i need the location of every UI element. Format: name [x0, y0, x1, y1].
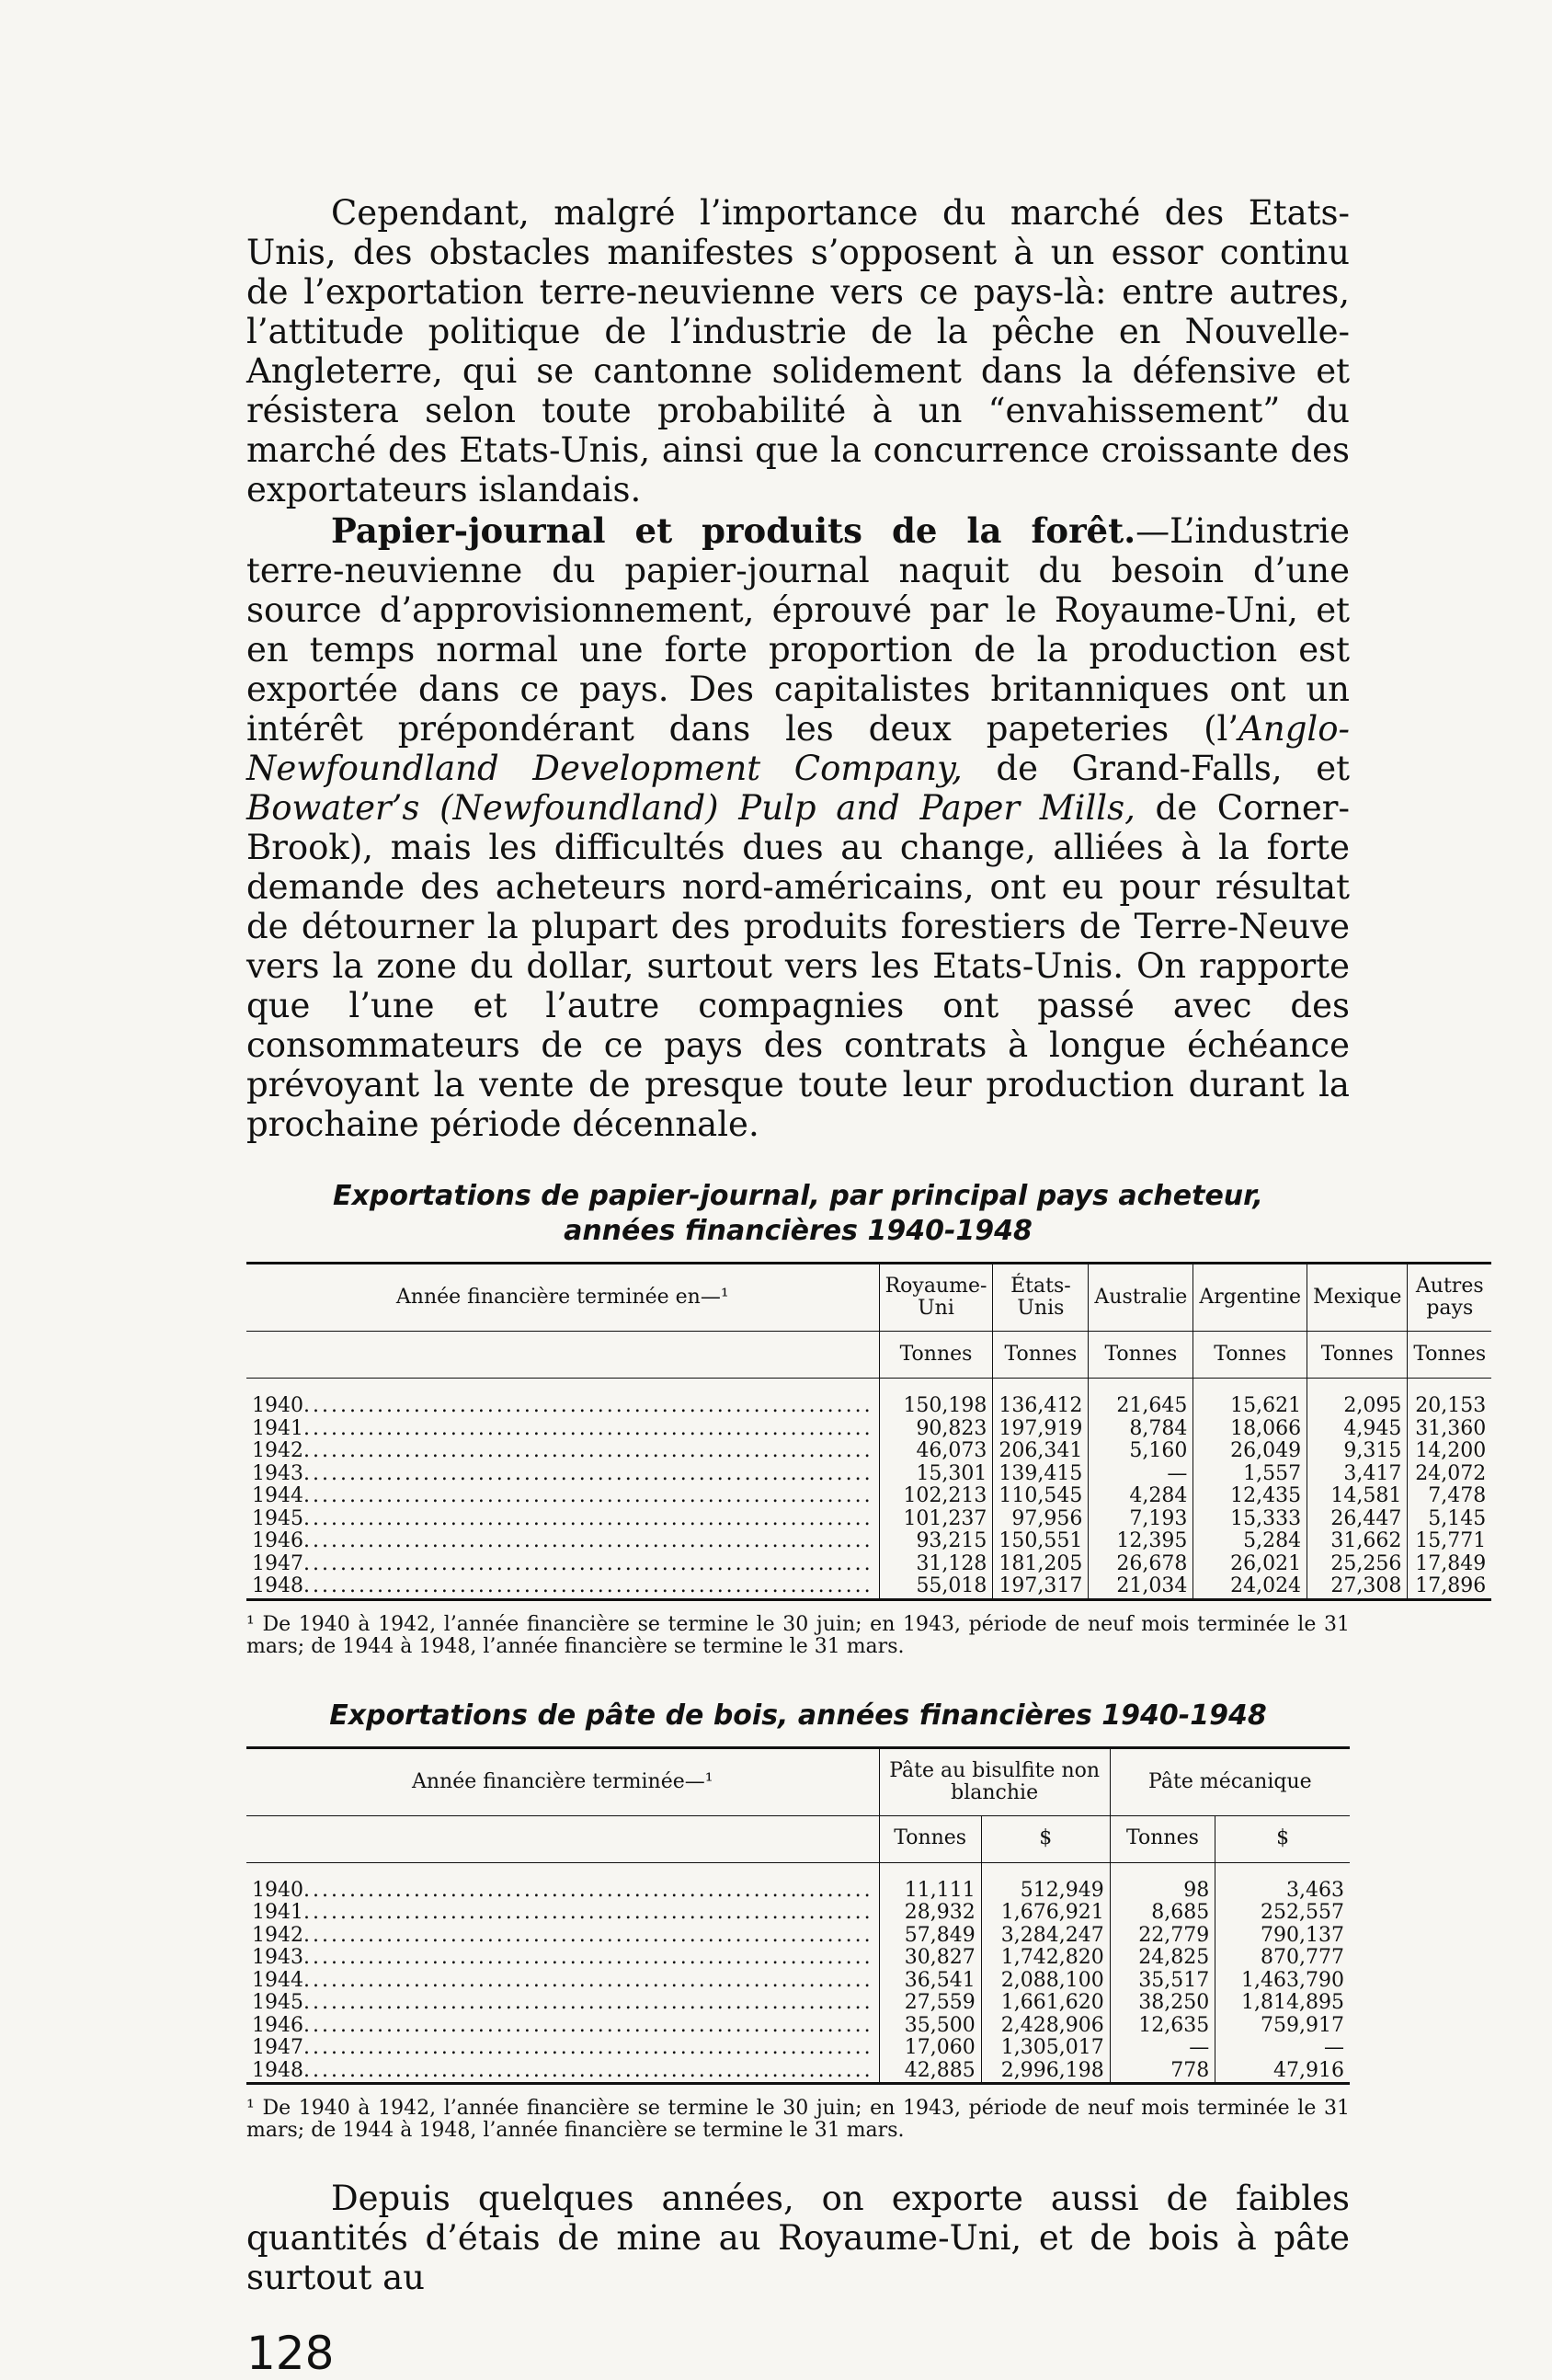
value-cell: 4,284: [1089, 1485, 1193, 1508]
value-cell: 18,066: [1193, 1418, 1307, 1441]
document-page: [246, 193, 1487, 2380]
year-cell: 1944..............................................................: [252, 1485, 873, 1507]
value-cell: 38,250: [1110, 1992, 1215, 2015]
table-row: [246, 1440, 1491, 1463]
value-cell: 26,447: [1307, 1508, 1408, 1531]
year-label: 1945: [252, 1992, 303, 2014]
value-cell: 1,463,790: [1215, 1970, 1350, 1993]
newsprint-exports-table: [246, 1262, 1491, 1601]
unit-label: Tonnes: [1110, 1815, 1215, 1862]
table-1-header: États-Unis: [993, 1264, 1089, 1332]
value-cell: 181,205: [993, 1553, 1089, 1576]
value-cell: 15,333: [1193, 1508, 1307, 1531]
value-cell: 35,517: [1110, 1970, 1215, 1993]
table-2-header-group: Pâte au bisulfite non blanchie: [879, 1747, 1110, 1815]
table-1-caption: [246, 1179, 1350, 1249]
section-heading: Papier-journal et produits de la forêt.: [331, 510, 1136, 551]
year-cell: 1947..............................................................: [252, 2037, 873, 2059]
value-cell: 2,428,906: [981, 2015, 1110, 2038]
value-cell: 20,153: [1408, 1395, 1491, 1418]
value-cell: 17,060: [879, 2037, 981, 2060]
value-cell: 26,049: [1193, 1440, 1307, 1463]
unit-label: Tonnes: [879, 1332, 993, 1379]
year-cell: 1943..............................................................: [252, 1947, 873, 1969]
value-cell: 55,018: [879, 1575, 993, 1599]
value-cell: 46,073: [879, 1440, 993, 1463]
unit-label: Tonnes: [1193, 1332, 1307, 1379]
year-label: 1944: [252, 1485, 303, 1507]
company-name-2: Bowater’s (Newfoundland) Pulp and Paper Mills,: [246, 788, 1135, 828]
value-cell: 31,128: [879, 1553, 993, 1576]
value-cell: 8,784: [1089, 1418, 1193, 1441]
year-cell: 1947..............................................................: [252, 1552, 873, 1575]
value-cell: 1,742,820: [981, 1947, 1110, 1970]
value-cell: 136,412: [993, 1395, 1089, 1418]
year-cell: 1942..............................................................: [252, 1924, 873, 1947]
unit-label: Tonnes: [879, 1815, 981, 1862]
paragraph-2-part-c: de Corner-Brook), mais les difficultés dues au change, alliées à la forte demande des acheteurs nord-américains, ont eu pour résultat de détourner la plupart des produits forestiers de Terre-Neuve vers la zone du dollar, surtout vers les Etats-Unis. On rapporte que l’une et l’autre compagnies ont passé avec des consommateurs de ce pays des contrats à longue échéance prévoyant la vente de presque toute leur production durant la prochaine période décennale.: [246, 788, 1350, 1144]
value-cell: 31,662: [1307, 1530, 1408, 1553]
table-row: [246, 1925, 1350, 1948]
table-1-caption-line-2: années financières 1940-1948: [564, 1215, 1033, 1247]
value-cell: 12,635: [1110, 2015, 1215, 2038]
value-cell: 28,932: [879, 1902, 981, 1925]
year-label: 1941: [252, 1902, 303, 1924]
year-label: 1944: [252, 1969, 303, 1992]
value-cell: 90,823: [879, 1418, 993, 1441]
year-label: 1948: [252, 1575, 303, 1597]
value-cell: 3,417: [1307, 1463, 1408, 1486]
unit-label: Tonnes: [1089, 1332, 1193, 1379]
table-row: [246, 1395, 1491, 1418]
value-cell: 150,551: [993, 1530, 1089, 1553]
table-1-header: Mexique: [1307, 1264, 1408, 1332]
pulp-exports-table: [246, 1746, 1350, 2086]
year-label: 1942: [252, 1440, 303, 1462]
value-cell: 11,111: [879, 1880, 981, 1903]
paragraph-2: [246, 511, 1350, 1144]
table-1-header: Autres pays: [1408, 1264, 1491, 1332]
value-cell: 36,541: [879, 1970, 981, 1993]
year-cell: 1945..............................................................: [252, 1507, 873, 1530]
year-label: 1947: [252, 2037, 303, 2059]
value-cell: 93,215: [879, 1530, 993, 1553]
value-cell: 101,237: [879, 1508, 993, 1531]
table-1-header: Royaume-Uni: [879, 1264, 993, 1332]
value-cell: 15,621: [1193, 1395, 1307, 1418]
year-cell: 1941..............................................................: [252, 1417, 873, 1440]
value-cell: 14,581: [1307, 1485, 1408, 1508]
table-row: [246, 1530, 1491, 1553]
value-cell: 7,193: [1089, 1508, 1193, 1531]
value-cell: 512,949: [981, 1880, 1110, 1903]
value-cell: 1,676,921: [981, 1902, 1110, 1925]
value-cell: 24,024: [1193, 1575, 1307, 1599]
value-cell: 5,284: [1193, 1530, 1307, 1553]
table-row: [246, 1575, 1491, 1599]
value-cell: 102,213: [879, 1485, 993, 1508]
value-cell: 27,559: [879, 1992, 981, 2015]
year-cell: 1948..............................................................: [252, 2059, 873, 2082]
table-1-header: Argentine: [1193, 1264, 1307, 1332]
table-1-body: [246, 1395, 1491, 1599]
year-label: 1942: [252, 1924, 303, 1947]
unit-label: $: [1215, 1815, 1350, 1862]
table-row: [246, 2015, 1350, 2038]
value-cell: —: [1215, 2037, 1350, 2060]
value-cell: 3,284,247: [981, 1925, 1110, 1948]
year-cell: 1943..............................................................: [252, 1462, 873, 1485]
unit-label: Tonnes: [1408, 1332, 1491, 1379]
table-row: [246, 1970, 1350, 1993]
year-label: 1940: [252, 1395, 303, 1417]
value-cell: 30,827: [879, 1947, 981, 1970]
value-cell: 27,308: [1307, 1575, 1408, 1599]
table-1-units-row: [246, 1332, 1491, 1379]
table-2-footnote: ¹ De 1940 à 1942, l’année financière se termine le 30 juin; en 1943, période de neuf mois terminée le 31 mars; de 1944 à 1948, l’année financière se termine le 31 mars.: [246, 2097, 1350, 2142]
value-cell: 5,145: [1408, 1508, 1491, 1531]
value-cell: 57,849: [879, 1925, 981, 1948]
page-number: 128: [246, 2327, 335, 2380]
value-cell: 42,885: [879, 2060, 981, 2084]
table-2-body: [246, 1880, 1350, 2084]
paragraph-1: Cependant, malgré l’importance du marché des Etats-Unis, des obstacles manifestes s’opposent à un essor continu de l’exportation terre-neuvienne vers ce pays-là: entre autres, l’attitude politique de l’industrie de la pêche en Nouvelle-Angleterre, qui se cantonne solidement dans la défensive et résistera selon toute probabilité à un “envahissement” du marché des Etats-Unis, ainsi que la concurrence croissante des exportateurs islandais.: [246, 193, 1350, 509]
value-cell: 47,916: [1215, 2060, 1350, 2084]
value-cell: 252,557: [1215, 1902, 1350, 1925]
value-cell: 15,771: [1408, 1530, 1491, 1553]
unit-label: $: [981, 1815, 1110, 1862]
value-cell: 8,685: [1110, 1902, 1215, 1925]
year-label: 1945: [252, 1507, 303, 1530]
paragraph-2-part-b: de Grand-Falls, et: [962, 749, 1351, 788]
year-cell: 1945..............................................................: [252, 1992, 873, 2014]
year-cell: 1946..............................................................: [252, 1530, 873, 1552]
value-cell: 4,945: [1307, 1418, 1408, 1441]
value-cell: 17,896: [1408, 1575, 1491, 1599]
table-row: [246, 1418, 1491, 1441]
value-cell: 31,360: [1408, 1418, 1491, 1441]
value-cell: 24,072: [1408, 1463, 1491, 1486]
table-2-header-group: Pâte mécanique: [1110, 1747, 1350, 1815]
value-cell: 197,919: [993, 1418, 1089, 1441]
year-cell: 1940..............................................................: [252, 1879, 873, 1902]
paragraph-3: Depuis quelques années, on exporte aussi de faibles quantités d’étais de mine au Royaume-Uni, et de bois à pâte surtout au: [246, 2179, 1350, 2297]
table-row: [246, 1947, 1350, 1970]
table-row: [246, 1902, 1350, 1925]
table-row: [246, 1992, 1350, 2015]
value-cell: 2,996,198: [981, 2060, 1110, 2084]
year-cell: 1940..............................................................: [252, 1395, 873, 1417]
year-label: 1940: [252, 1879, 303, 1902]
table-1-footnote: ¹ De 1940 à 1942, l’année financière se termine le 30 juin; en 1943, période de neuf mois terminée le 31 mars; de 1944 à 1948, l’année financière se termine le 31 mars.: [246, 1612, 1350, 1658]
value-cell: 150,198: [879, 1395, 993, 1418]
value-cell: 21,034: [1089, 1575, 1193, 1599]
value-cell: 15,301: [879, 1463, 993, 1486]
value-cell: 778: [1110, 2060, 1215, 2084]
value-cell: 98: [1110, 1880, 1215, 1903]
year-label: 1943: [252, 1947, 303, 1969]
year-cell: 1942..............................................................: [252, 1440, 873, 1462]
table-1-header: Année financière terminée en—¹: [246, 1264, 879, 1332]
value-cell: 197,317: [993, 1575, 1089, 1599]
table-row: [246, 1508, 1491, 1531]
value-cell: 139,415: [993, 1463, 1089, 1486]
year-cell: 1946..............................................................: [252, 2014, 873, 2037]
value-cell: —: [1110, 2037, 1215, 2060]
table-1-caption-line-1: Exportations de papier-journal, par principal pays acheteur,: [333, 1180, 1263, 1212]
table-row: [246, 1485, 1491, 1508]
value-cell: 26,678: [1089, 1553, 1193, 1576]
value-cell: 7,478: [1408, 1485, 1491, 1508]
value-cell: 110,545: [993, 1485, 1089, 1508]
value-cell: 870,777: [1215, 1947, 1350, 1970]
paragraph-2-part-a: —L’industrie terre-neuvienne du papier-journal naquit du besoin d’une source d’approvisionnement, éprouvé par le Royaume-Uni, et en temps normal une forte proportion de la production est exportée dans ce pays. Des capitalistes britanniques ont un intérêt prépondérant dans les deux papeteries (l’: [246, 511, 1350, 749]
year-cell: 1941..............................................................: [252, 1902, 873, 1924]
table-row: [246, 2060, 1350, 2084]
value-cell: 2,095: [1307, 1395, 1408, 1418]
year-cell: 1948..............................................................: [252, 1575, 873, 1597]
table-row: [246, 1463, 1491, 1486]
table-1-header-row: [246, 1264, 1491, 1332]
value-cell: 206,341: [993, 1440, 1089, 1463]
value-cell: 24,825: [1110, 1947, 1215, 1970]
year-label: 1946: [252, 2014, 303, 2037]
value-cell: 5,160: [1089, 1440, 1193, 1463]
unit-label: Tonnes: [993, 1332, 1089, 1379]
value-cell: 12,435: [1193, 1485, 1307, 1508]
unit-label: Tonnes: [1307, 1332, 1408, 1379]
value-cell: 97,956: [993, 1508, 1089, 1531]
value-cell: 1,557: [1193, 1463, 1307, 1486]
table-row: [246, 1553, 1491, 1576]
year-label: 1947: [252, 1552, 303, 1575]
year-cell: 1944..............................................................: [252, 1969, 873, 1992]
table-row: [246, 1880, 1350, 1903]
value-cell: 14,200: [1408, 1440, 1491, 1463]
year-label: 1948: [252, 2059, 303, 2082]
year-label: 1941: [252, 1417, 303, 1440]
value-cell: 35,500: [879, 2015, 981, 2038]
value-cell: 22,779: [1110, 1925, 1215, 1948]
table-row: [246, 2037, 1350, 2060]
value-cell: 25,256: [1307, 1553, 1408, 1576]
value-cell: 21,645: [1089, 1395, 1193, 1418]
company-name-1: Anglo-Newfoundland Development Company,: [246, 709, 1350, 788]
table-2-caption: Exportations de pâte de bois, années financières 1940-1948: [329, 1699, 1267, 1732]
value-cell: 790,137: [1215, 1925, 1350, 1948]
table-2-header-year: Année financière terminée—¹: [246, 1747, 879, 1815]
table-2-header-row: [246, 1747, 1350, 1815]
value-cell: 12,395: [1089, 1530, 1193, 1553]
year-label: 1946: [252, 1530, 303, 1552]
value-cell: 2,088,100: [981, 1970, 1110, 1993]
table-1-header: Australie: [1089, 1264, 1193, 1332]
value-cell: 1,305,017: [981, 2037, 1110, 2060]
value-cell: 759,917: [1215, 2015, 1350, 2038]
value-cell: 1,661,620: [981, 1992, 1110, 2015]
value-cell: 26,021: [1193, 1553, 1307, 1576]
value-cell: 3,463: [1215, 1880, 1350, 1903]
year-label: 1943: [252, 1462, 303, 1485]
value-cell: 9,315: [1307, 1440, 1408, 1463]
value-cell: 1,814,895: [1215, 1992, 1350, 2015]
value-cell: —: [1089, 1463, 1193, 1486]
table-2-units-row: [246, 1815, 1350, 1862]
value-cell: 17,849: [1408, 1553, 1491, 1576]
